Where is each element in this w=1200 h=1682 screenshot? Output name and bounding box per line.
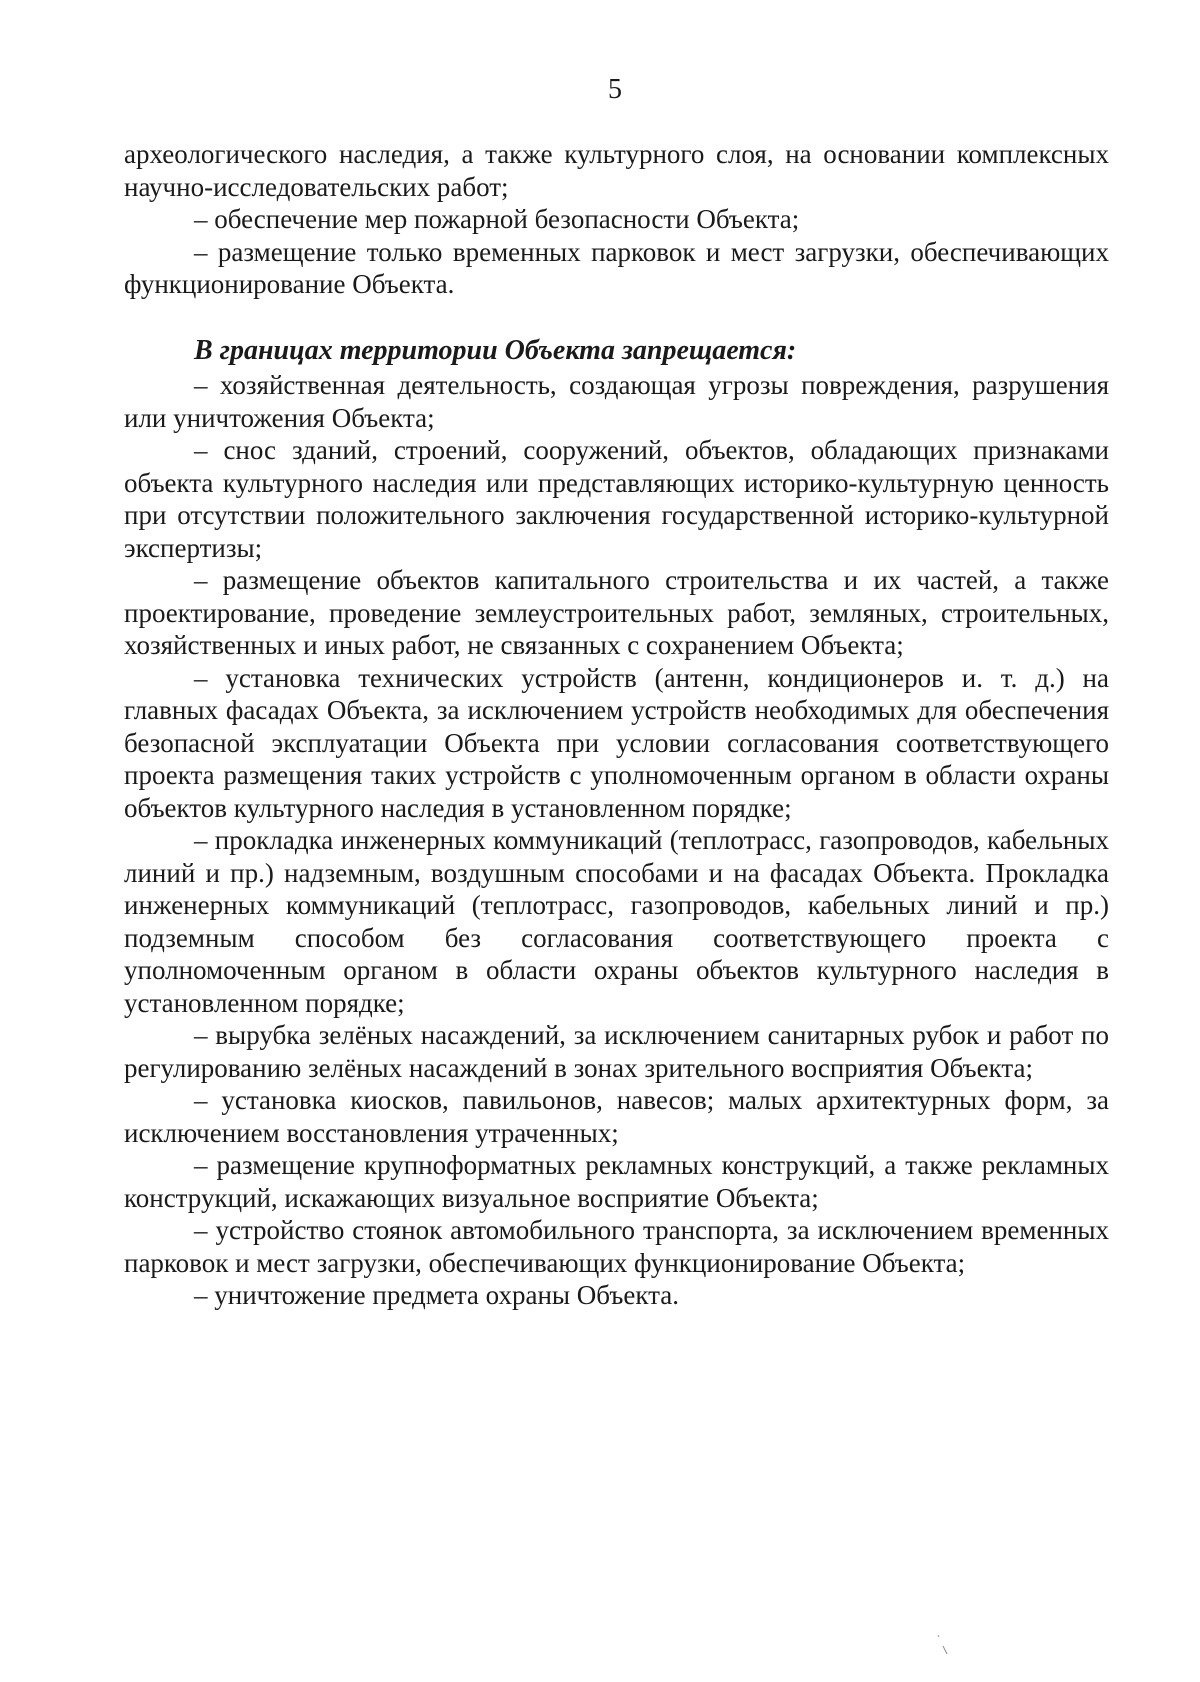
list-item: – снос зданий, строений, сооружений, объектов, обладающих признаками объекта культурного наследия или представляющих историко-культурную ценность при отсутствии положительного заключения государственной историко-культурной экспертизы;: [124, 435, 1109, 563]
page-number: 5: [608, 74, 622, 105]
continued-list: [124, 138, 1109, 301]
list-item: – размещение только временных парковок и мест загрузки, обеспечивающих функционирование Объекта.: [124, 236, 1109, 299]
list-item: – вырубка зелёных насаждений, за исключением санитарных рубок и работ по регулированию зелёных насаждений в зонах зрительного восприятия Объекта;: [124, 1020, 1109, 1083]
list-item: – уничтожение предмета охраны Объекта.: [194, 1280, 679, 1310]
scan-artifact-mark: [937, 1634, 949, 1656]
continued-paragraph: археологического наследия, а также культурного слоя, на основании комплексных научно-исследовательских работ;: [124, 139, 1109, 202]
list-item: – прокладка инженерных коммуникаций (теплотрасс, газопроводов, кабельных линий и пр.) надземным, воздушным способами и на фасадах Объекта. Прокладка инженерных коммуникаций (теплотрасс, газопроводов, кабельных линий и пр.) подземным способом без согласования соответствующего проекта с уполномоченным органом в области охраны объектов культурного наследия в установленном порядке;: [124, 825, 1109, 1018]
list-item: – обеспечение мер пожарной безопасности Объекта;: [194, 204, 800, 234]
list-item: – размещение крупноформатных рекламных конструкций, а также рекламных конструкций, искажающих визуальное восприятие Объекта;: [124, 1150, 1109, 1213]
list-item: – установка технических устройств (антенн, кондиционеров и. т. д.) на главных фасадах Объекта, за исключением устройств необходимых для обеспечения безопасной эксплуатации Объекта при условии согласования соответствующего проекта размещения таких устройств с уполномоченным органом в области охраны объектов культурного наследия в установленном порядке;: [124, 662, 1109, 823]
list-item: – размещение объектов капитального строительства и их частей, а также проектирование, проведение землеустроительных работ, земляных, строительных, хозяйственных и иных работ, не связанных с сохранением Объекта;: [124, 565, 1109, 660]
prohibitions-section: [124, 334, 1109, 1312]
list-item: – установка киосков, павильонов, навесов; малых архитектурных форм, за исключением восстановления утраченных;: [124, 1085, 1109, 1148]
section-heading: В границах территории Объекта запрещается:: [194, 335, 797, 366]
list-item: – хозяйственная деятельность, создающая угрозы повреждения, разрушения или уничтожения Объекта;: [124, 370, 1109, 433]
list-item: – устройство стоянок автомобильного транспорта, за исключением временных парковок и мест загрузки, обеспечивающих функционирование Объекта;: [124, 1215, 1109, 1278]
